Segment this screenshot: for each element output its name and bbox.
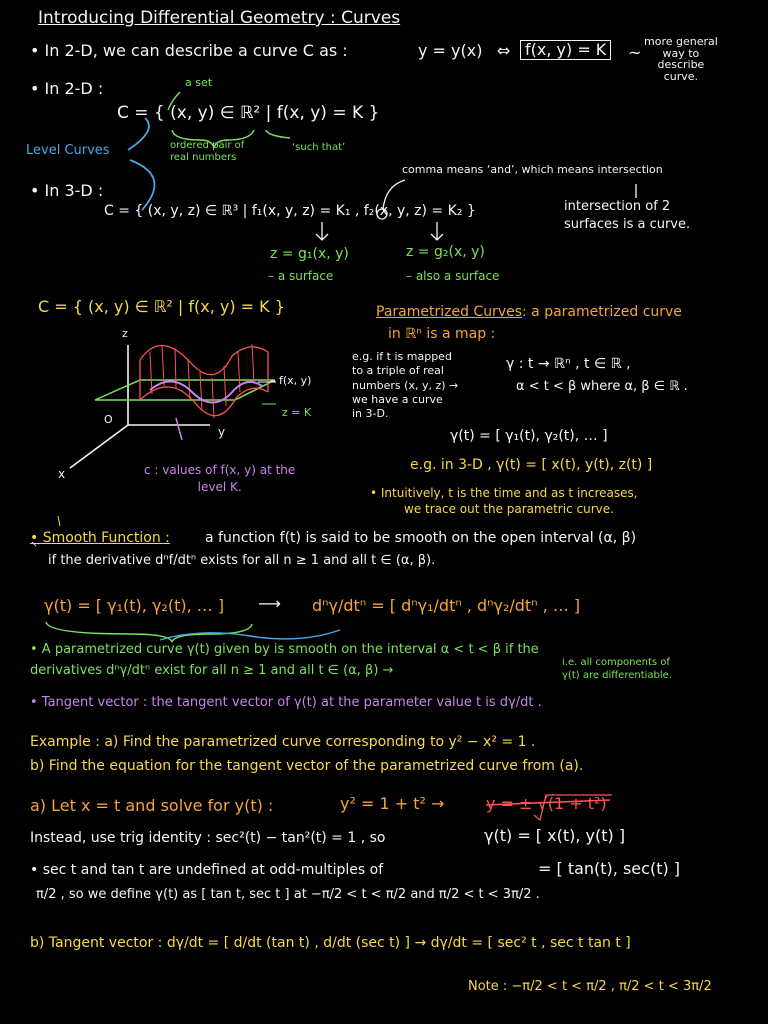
gamma-arrow: ⟶ — [258, 594, 281, 613]
solution-a-domain: π/2 , so we define γ(t) as [ tan t, sec t ] at −π/2 < t < π/2 and π/2 < t < 3π/2 . — [36, 887, 540, 902]
arrow-down-g2 — [431, 222, 443, 240]
gamma-map: γ : t → ℝⁿ , t ∈ ℝ , — [506, 356, 631, 372]
in-2d-heading: • In 2-D : — [30, 79, 104, 98]
solution-a-crossed-out: y = ± √(1 + t²) — [486, 794, 607, 813]
gamma-components: γ(t) = [ γ₁(t), γ₂(t), … ] — [450, 428, 608, 444]
plot-x-axis-label: x — [58, 467, 66, 481]
brace-gamma-blue — [160, 630, 340, 640]
gamma-range: α < t < β where α, β ∈ ℝ . — [516, 379, 688, 394]
solution-b-tangent: b) Tangent vector : dγ/dt = [ d/dt (tan t) , d/dt (sec t) ] → dγ/dt = [ sec² t , sec t tan t ] — [30, 935, 631, 951]
implicit-form-box: f(x, y) = K — [520, 40, 611, 60]
solution-a-gamma: γ(t) = [ x(t), y(t) ] — [484, 826, 626, 845]
differentiable-note: i.e. all components of γ(t) are differentiable. — [562, 657, 673, 681]
equivalence-symbol: ⇔ — [497, 41, 511, 60]
plot-z-axis-label: z — [122, 327, 128, 340]
ordered-pair-note: ordered pair of real numbers — [170, 140, 245, 163]
intro-2d-line: • In 2-D, we can describe a curve C as : — [30, 41, 348, 60]
x-axis — [70, 425, 128, 468]
param-curves-heading: Parametrized Curves: a parametrized curve — [376, 304, 682, 320]
solution-a-undefined-note: • sec t and tan t are undefined at odd-multiples of — [30, 862, 384, 878]
surface-g1-label: – a surface — [268, 269, 334, 283]
surface-top — [140, 345, 268, 374]
intersection-note: intersection of 2 surfaces is a curve. — [564, 199, 691, 233]
level-curve-set-2d: C = { (x, y) ∈ ℝ² | f(x, y) = K } — [117, 103, 380, 123]
arrow-down-g1 — [316, 222, 328, 240]
solution-note: Note : −π/2 < t < π/2 , π/2 < t < 3π/2 — [468, 979, 712, 994]
solution-a-gamma-result: = [ tan(t), sec(t) ] — [538, 859, 681, 878]
surface-g2: z = g₂(x, y) — [406, 244, 485, 260]
such-that-note: ‘such that’ — [292, 142, 346, 153]
smooth-function-definition: a function f(t) is said to be smooth on the open interval (α, β) — [205, 530, 637, 546]
gamma-vector: γ(t) = [ γ₁(t), γ₂(t), … ] — [44, 596, 225, 615]
solution-a-step1: a) Let x = t and solve for y(t) : — [30, 796, 274, 815]
general-note: more general way to describe curve. — [644, 35, 718, 83]
param-curves-map: in ℝⁿ is a map : — [388, 326, 496, 342]
smooth-function-condition: if the derivative dⁿf/dtⁿ exists for all n ≥ 1 and all t ∈ (α, β). — [48, 553, 436, 568]
plot-y-axis-label: y — [218, 425, 226, 439]
tangent-vector-definition: • Tangent vector : the tangent vector of γ(t) at the parameter value t is dγ/dt . — [30, 695, 542, 710]
level-curve-set-3d: C = { (x, y, z) ∈ ℝ³ | f₁(x, y, z) = K₁ , f₂(x, y, z) = K₂ } — [104, 203, 476, 219]
solution-a-step1-eq: y² = 1 + t² → — [340, 794, 445, 813]
brace-such-that — [266, 130, 290, 138]
plot-plane-label: z = K — [282, 406, 312, 419]
plot-surface-label: – f(x, y) — [270, 374, 312, 387]
smooth-function-heading: • Smooth Function : — [30, 530, 170, 546]
level-curves-label: Level Curves — [26, 143, 110, 158]
brace-gamma — [46, 622, 252, 642]
surface-g1: z = g₁(x, y) — [270, 246, 349, 262]
comma-means-and-note: comma means ‘and’, which means intersection — [402, 163, 663, 176]
example-part-a: Example : a) Find the parametrized curve corresponding to y² − x² = 1 . — [30, 734, 536, 750]
a-set-note: a set — [185, 76, 213, 89]
solution-a-trig-identity: Instead, use trig identity : sec²(t) − tan²(t) = 1 , so — [30, 830, 386, 846]
plot-origin-label: O — [104, 413, 113, 426]
triple-example-note: e.g. if t is mapped to a triple of real numbers (x, y, z) → we have a curve in 3-D. — [352, 350, 459, 421]
in-3d-heading: • In 3-D : — [30, 181, 104, 200]
plot-caption: c : values of f(x, y) at the level K. — [144, 463, 296, 494]
surface-g2-label: – also a surface — [406, 269, 500, 283]
level-curve-set-yellow: C = { (x, y) ∈ ℝ² | f(x, y) = K } — [38, 297, 285, 316]
gamma-3d-example: e.g. in 3-D , γ(t) = [ x(t), y(t), z(t) ] — [410, 457, 653, 473]
smooth-curve-statement: • A parametrized curve γ(t) given by is smooth on the interval α < t < β if the derivatives dⁿγ/dtⁿ exist for all n ≥ 1 and all t ∈ (α, β) → — [30, 642, 539, 678]
intuition-note: • Intuitively, t is the time and as t increases, we trace out the parametric curve. — [370, 486, 638, 517]
example-part-b: b) Find the equation for the tangent vector of the parametrized curve from (a). — [30, 758, 584, 774]
tilde: ~ — [628, 43, 642, 62]
intro-2d-explicit: y = y(x) — [418, 41, 483, 60]
page-title: Introducing Differential Geometry : Curves — [38, 8, 401, 28]
gamma-derivative: dⁿγ/dtⁿ = [ dⁿγ₁/dtⁿ , dⁿγ₂/dtⁿ , … ] — [312, 596, 581, 615]
